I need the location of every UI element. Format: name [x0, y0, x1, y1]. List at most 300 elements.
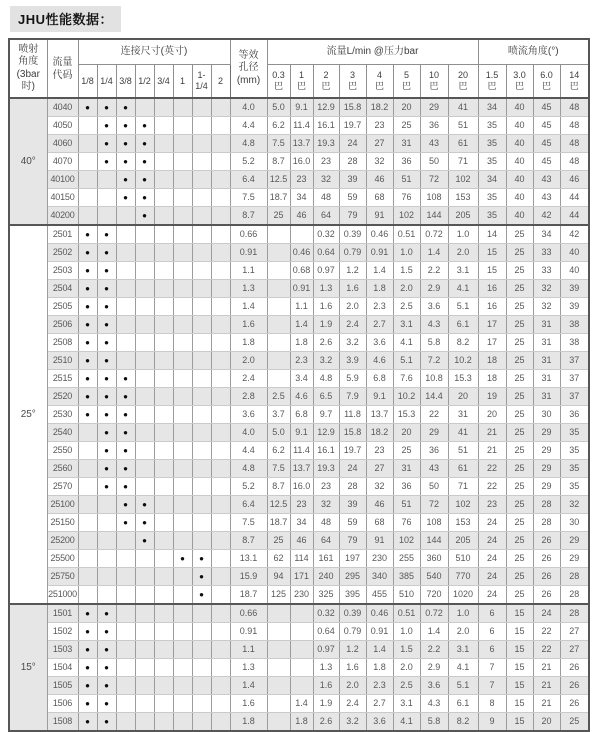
table-row: [9, 514, 589, 532]
angle-value-cell: 30: [533, 406, 560, 424]
flow-code-cell: 2560: [47, 460, 78, 478]
flow-value-cell: 64: [313, 532, 339, 550]
flow-value-cell: 25: [267, 207, 290, 226]
pressure-value-label: 3: [349, 70, 355, 81]
connection-dot-icon: ●: [104, 392, 109, 401]
flow-value-cell: 2.6: [313, 713, 339, 732]
bar-unit-label: 巴: [273, 81, 283, 91]
angle-value-cell: 32: [560, 496, 589, 514]
size-dot-cell: [154, 262, 173, 280]
angle-pressure-col-header: [478, 65, 506, 99]
size-dot-cell: [154, 623, 173, 641]
angle-value-cell: 40: [506, 117, 533, 135]
size-dot-cell: [135, 604, 154, 623]
angle-value-cell: 28: [560, 604, 589, 623]
size-dot-cell: [154, 659, 173, 677]
size-dot-cell: [97, 442, 116, 460]
size-dot-cell: [135, 442, 154, 460]
flow-code-cell: 40150: [47, 189, 78, 207]
size-dot-cell: [97, 514, 116, 532]
size-dot-cell: [192, 478, 211, 496]
size-dot-cell: [116, 478, 135, 496]
flow-value-cell: 2.0: [448, 623, 478, 641]
size-col-header: 1: [173, 65, 192, 99]
size-dot-cell: [78, 478, 97, 496]
aperture-cell: 1.6: [230, 695, 267, 713]
flow-value-cell: 1.9: [313, 316, 339, 334]
aperture-cell: 15.9: [230, 568, 267, 586]
flow-code-cell: 2540: [47, 424, 78, 442]
table-row: [9, 262, 589, 280]
flow-value-cell: 18.2: [366, 98, 393, 117]
pressure-value-label: 6.0: [540, 70, 553, 81]
table-row: [9, 388, 589, 406]
flow-value-cell: 79: [339, 532, 366, 550]
flow-value-cell: 18.7: [267, 514, 290, 532]
size-dot-cell: [173, 641, 192, 659]
angle-value-cell: 6: [478, 604, 506, 623]
angle-value-cell: 7: [478, 677, 506, 695]
flow-value-cell: 2.2: [420, 641, 448, 659]
size-dot-cell: [78, 316, 97, 334]
flow-value-cell: 1.4: [420, 623, 448, 641]
flow-value-cell: 16.1: [313, 442, 339, 460]
size-dot-cell: [116, 352, 135, 370]
angle-value-cell: 31: [533, 334, 560, 352]
connection-dot-icon: ●: [123, 121, 128, 130]
flow-value-cell: 5.8: [420, 334, 448, 352]
flow-value-cell: 36: [420, 117, 448, 135]
size-dot-cell: [192, 532, 211, 550]
angle-value-cell: 21: [478, 424, 506, 442]
angle-value-cell: 22: [478, 460, 506, 478]
table-row: [9, 532, 589, 550]
flow-value-cell: 29: [420, 424, 448, 442]
flow-value-cell: 64: [313, 207, 339, 226]
angle-value-cell: 35: [560, 424, 589, 442]
flow-value-cell: 0.79: [339, 623, 366, 641]
connection-dot-icon: ●: [104, 663, 109, 672]
flow-code-cell: 1508: [47, 713, 78, 732]
flow-value-cell: 2.7: [366, 316, 393, 334]
size-dot-cell: [192, 424, 211, 442]
pressure-value-label: 14: [569, 70, 580, 81]
size-dot-cell: [211, 98, 230, 117]
size-dot-cell: [173, 460, 192, 478]
angle-value-cell: 15: [506, 677, 533, 695]
flow-value-cell: 3.2: [339, 713, 366, 732]
flow-code-cell: 2515: [47, 370, 78, 388]
connection-dot-icon: ●: [199, 590, 204, 599]
flow-value-cell: 3.7: [267, 406, 290, 424]
flow-value-cell: [267, 280, 290, 298]
angle-value-cell: 25: [506, 478, 533, 496]
flow-value-cell: 16.1: [313, 117, 339, 135]
angle-value-cell: 45: [533, 117, 560, 135]
flow-value-cell: 2.0: [339, 298, 366, 316]
size-dot-cell: [78, 244, 97, 262]
flow-value-cell: 3.4: [290, 370, 313, 388]
angle-value-cell: 25: [506, 298, 533, 316]
flow-value-cell: 2.3: [366, 298, 393, 316]
size-dot-cell: [211, 189, 230, 207]
connection-dot-icon: ●: [85, 663, 90, 672]
size-dot-cell: [173, 514, 192, 532]
aperture-cell: 4.0: [230, 424, 267, 442]
angle-value-cell: 26: [533, 568, 560, 586]
angle-value-cell: 34: [478, 98, 506, 117]
flow-value-cell: 23: [290, 496, 313, 514]
angle-pressure-col-header: [533, 65, 560, 99]
size-dot-cell: [211, 406, 230, 424]
size-dot-cell: [154, 695, 173, 713]
flow-value-cell: [290, 659, 313, 677]
angle-value-cell: 25: [506, 496, 533, 514]
size-dot-cell: [135, 334, 154, 352]
flow-value-cell: 91: [366, 207, 393, 226]
connection-dot-icon: ●: [85, 284, 90, 293]
flow-value-cell: 31: [393, 135, 420, 153]
flow-value-cell: [267, 298, 290, 316]
size-dot-cell: [154, 388, 173, 406]
size-dot-cell: [211, 532, 230, 550]
size-dot-cell: [116, 334, 135, 352]
size-dot-cell: [97, 677, 116, 695]
flow-code-cell: 1505: [47, 677, 78, 695]
size-dot-cell: [97, 424, 116, 442]
aperture-cell: 2.8: [230, 388, 267, 406]
size-dot-cell: [97, 316, 116, 334]
flow-value-cell: 15.8: [339, 424, 366, 442]
size-dot-cell: [116, 316, 135, 334]
angle-pressure-col-header: [560, 65, 589, 99]
flow-code-cell: 2570: [47, 478, 78, 496]
size-dot-cell: [116, 262, 135, 280]
angle-value-cell: 9: [478, 713, 506, 732]
size-dot-cell: [173, 677, 192, 695]
angle-value-cell: 42: [533, 207, 560, 226]
angle-value-cell: 35: [478, 135, 506, 153]
angle-value-cell: 29: [533, 424, 560, 442]
flow-value-cell: 4.1: [448, 659, 478, 677]
angle-value-cell: 30: [560, 514, 589, 532]
flow-code-cell: 2510: [47, 352, 78, 370]
size-dot-cell: [173, 478, 192, 496]
angle-value-cell: 29: [533, 442, 560, 460]
size-dot-cell: [211, 298, 230, 316]
size-dot-cell: [78, 298, 97, 316]
size-dot-cell: [135, 225, 154, 244]
size-dot-cell: [78, 713, 97, 732]
size-dot-cell: [173, 244, 192, 262]
aperture-cell: 0.66: [230, 604, 267, 623]
table-row: [9, 135, 589, 153]
flow-value-cell: 10.2: [393, 388, 420, 406]
angle-value-cell: 37: [560, 370, 589, 388]
size-dot-cell: [211, 550, 230, 568]
angle-value-cell: 24: [478, 532, 506, 550]
flow-value-cell: 19.3: [313, 460, 339, 478]
size-dot-cell: [173, 568, 192, 586]
aperture-cell: 1.1: [230, 262, 267, 280]
size-col-header: 2: [211, 65, 230, 99]
flow-code-cell: 1503: [47, 641, 78, 659]
flow-code-cell: 4060: [47, 135, 78, 153]
connection-dot-icon: ●: [104, 320, 109, 329]
angle-value-cell: 48: [560, 117, 589, 135]
connection-dot-icon: ●: [104, 464, 109, 473]
size-dot-cell: [135, 659, 154, 677]
flow-code-cell: 2550: [47, 442, 78, 460]
connection-dot-icon: ●: [199, 572, 204, 581]
flow-value-cell: 46: [366, 496, 393, 514]
size-dot-cell: [211, 442, 230, 460]
flow-value-cell: 28: [339, 153, 366, 171]
size-dot-cell: [78, 623, 97, 641]
flow-value-cell: 325: [313, 586, 339, 605]
size-dot-cell: [192, 659, 211, 677]
angle-value-cell: 34: [478, 171, 506, 189]
flow-value-cell: [267, 352, 290, 370]
flow-value-cell: 13.7: [366, 406, 393, 424]
size-dot-cell: [173, 98, 192, 117]
connection-dot-icon: ●: [142, 518, 147, 527]
performance-table: [8, 38, 590, 732]
flow-value-cell: 23: [313, 153, 339, 171]
flow-value-cell: 0.51: [393, 225, 420, 244]
size-dot-cell: [135, 514, 154, 532]
size-dot-cell: [116, 514, 135, 532]
aperture-cell: 0.66: [230, 225, 267, 244]
size-dot-cell: [97, 604, 116, 623]
flow-value-cell: 360: [420, 550, 448, 568]
size-dot-cell: [154, 604, 173, 623]
flow-value-cell: 161: [313, 550, 339, 568]
connection-dot-icon: ●: [142, 193, 147, 202]
size-dot-cell: [173, 153, 192, 171]
angle-value-cell: 35: [478, 153, 506, 171]
flow-value-cell: 1.8: [290, 713, 313, 732]
flow-pressure-col-header: [313, 65, 339, 99]
pressure-value-label: 4: [376, 70, 382, 81]
size-dot-cell: [154, 244, 173, 262]
connection-dot-icon: ●: [104, 627, 109, 636]
flow-value-cell: 31: [448, 406, 478, 424]
flow-value-cell: 205: [448, 207, 478, 226]
flow-value-cell: 770: [448, 568, 478, 586]
size-dot-cell: [192, 460, 211, 478]
flow-value-cell: 62: [267, 550, 290, 568]
size-dot-cell: [97, 135, 116, 153]
size-dot-cell: [135, 677, 154, 695]
size-dot-cell: [78, 514, 97, 532]
connection-dot-icon: ●: [104, 609, 109, 618]
bar-unit-label: 巴: [401, 81, 411, 91]
flow-value-cell: 23: [290, 171, 313, 189]
flow-value-cell: 91: [366, 532, 393, 550]
angle-value-cell: 25: [506, 244, 533, 262]
flow-value-cell: 3.2: [339, 334, 366, 352]
size-dot-cell: [154, 406, 173, 424]
size-dot-cell: [97, 98, 116, 117]
bar-unit-label: 巴: [541, 81, 551, 91]
size-dot-cell: [116, 135, 135, 153]
size-dot-cell: [154, 135, 173, 153]
size-dot-cell: [154, 478, 173, 496]
spray-angle-header-label: 喷射角度(3bar时): [16, 43, 40, 92]
size-dot-cell: [97, 406, 116, 424]
flow-value-cell: 9.1: [366, 388, 393, 406]
size-dot-cell: [192, 604, 211, 623]
size-dot-cell: [211, 262, 230, 280]
size-dot-cell: [173, 280, 192, 298]
size-dot-cell: [211, 316, 230, 334]
flow-value-cell: [267, 695, 290, 713]
bar-unit-label: 巴: [296, 81, 306, 91]
flow-value-cell: 2.2: [420, 262, 448, 280]
angle-value-cell: 33: [533, 262, 560, 280]
flow-value-cell: 0.39: [339, 225, 366, 244]
col-header-connection-size: 连接尺寸(英寸): [78, 39, 230, 65]
angle-value-cell: 31: [533, 370, 560, 388]
col-header-aperture: [230, 39, 267, 98]
flow-value-cell: 4.1: [393, 713, 420, 732]
flow-value-cell: 197: [339, 550, 366, 568]
flow-value-cell: 94: [267, 568, 290, 586]
table-row: [9, 550, 589, 568]
size-dot-cell: [97, 189, 116, 207]
aperture-cell: 8.7: [230, 532, 267, 550]
size-dot-cell: [135, 713, 154, 732]
connection-dot-icon: ●: [85, 338, 90, 347]
flow-value-cell: 5.1: [393, 352, 420, 370]
size-dot-cell: [192, 695, 211, 713]
flow-value-cell: 19.3: [313, 135, 339, 153]
size-dot-cell: [135, 623, 154, 641]
size-dot-cell: [173, 388, 192, 406]
table-row: [9, 153, 589, 171]
size-dot-cell: [135, 641, 154, 659]
size-dot-cell: [173, 442, 192, 460]
angle-value-cell: 34: [533, 225, 560, 244]
aperture-cell: 1.3: [230, 659, 267, 677]
angle-value-cell: 14: [478, 225, 506, 244]
flow-code-cell: 1506: [47, 695, 78, 713]
flow-code-cell: 40100: [47, 171, 78, 189]
table-row: [9, 316, 589, 334]
flow-code-cell: 2501: [47, 225, 78, 244]
flow-value-cell: 50: [420, 478, 448, 496]
angle-value-cell: 29: [533, 460, 560, 478]
size-dot-cell: [211, 280, 230, 298]
flow-value-cell: 108: [420, 514, 448, 532]
aperture-cell: 4.4: [230, 442, 267, 460]
angle-value-cell: 7: [478, 659, 506, 677]
flow-value-cell: [290, 604, 313, 623]
connection-dot-icon: ●: [104, 103, 109, 112]
size-dot-cell: [97, 586, 116, 605]
connection-dot-icon: ●: [85, 248, 90, 257]
table-header: [9, 39, 589, 98]
flow-value-cell: 12.9: [313, 424, 339, 442]
flow-value-cell: 205: [448, 532, 478, 550]
flow-value-cell: 510: [448, 550, 478, 568]
flow-value-cell: 0.91: [366, 244, 393, 262]
flow-code-cell: 1504: [47, 659, 78, 677]
flow-value-cell: 4.3: [420, 316, 448, 334]
size-dot-cell: [192, 135, 211, 153]
pressure-value-label: 5: [403, 70, 409, 81]
flow-code-cell: 2503: [47, 262, 78, 280]
size-dot-cell: [97, 496, 116, 514]
flow-value-cell: 1.6: [339, 659, 366, 677]
col-header-spray-angle: [9, 39, 47, 98]
size-dot-cell: [135, 316, 154, 334]
flow-value-cell: 27: [366, 135, 393, 153]
flow-value-cell: 24: [339, 135, 366, 153]
flow-value-cell: 3.6: [366, 713, 393, 732]
size-dot-cell: [154, 316, 173, 334]
angle-value-cell: 16: [478, 298, 506, 316]
angle-value-cell: 48: [560, 135, 589, 153]
size-dot-cell: [211, 424, 230, 442]
angle-value-cell: 26: [560, 677, 589, 695]
flow-value-cell: 455: [366, 586, 393, 605]
size-dot-cell: [154, 568, 173, 586]
flow-code-cell: 2520: [47, 388, 78, 406]
size-dot-cell: [78, 117, 97, 135]
size-dot-cell: [173, 586, 192, 605]
flow-value-cell: 20: [393, 98, 420, 117]
size-dot-cell: [154, 460, 173, 478]
aperture-cell: 1.8: [230, 713, 267, 732]
size-dot-cell: [97, 207, 116, 226]
flow-value-cell: 395: [339, 586, 366, 605]
flow-value-cell: 0.39: [339, 604, 366, 623]
connection-dot-icon: ●: [123, 193, 128, 202]
angle-value-cell: 25: [506, 316, 533, 334]
size-dot-cell: [78, 171, 97, 189]
table-row: [9, 244, 589, 262]
size-dot-cell: [173, 262, 192, 280]
flow-value-cell: 1.4: [366, 641, 393, 659]
angle-value-cell: 8: [478, 695, 506, 713]
size-dot-cell: [116, 388, 135, 406]
flow-value-cell: 7.6: [393, 370, 420, 388]
flow-value-cell: 2.6: [313, 334, 339, 352]
angle-value-cell: 25: [506, 514, 533, 532]
connection-dot-icon: ●: [123, 446, 128, 455]
flow-value-cell: 3.6: [420, 298, 448, 316]
flow-value-cell: 2.9: [420, 280, 448, 298]
angle-value-cell: 28: [533, 514, 560, 532]
size-dot-cell: [135, 135, 154, 153]
flow-value-cell: 46: [290, 532, 313, 550]
flow-value-cell: 1.0: [393, 623, 420, 641]
flow-code-cell: 4050: [47, 117, 78, 135]
size-dot-cell: [116, 244, 135, 262]
flow-value-cell: 114: [290, 550, 313, 568]
angle-value-cell: 39: [560, 280, 589, 298]
angle-value-cell: 42: [560, 225, 589, 244]
flow-value-cell: 144: [420, 207, 448, 226]
angle-value-cell: 28: [533, 496, 560, 514]
flow-code-cell: 2506: [47, 316, 78, 334]
flow-value-cell: [267, 262, 290, 280]
size-dot-cell: [78, 207, 97, 226]
flow-value-cell: 1.8: [366, 659, 393, 677]
bar-unit-label: 巴: [569, 81, 579, 91]
